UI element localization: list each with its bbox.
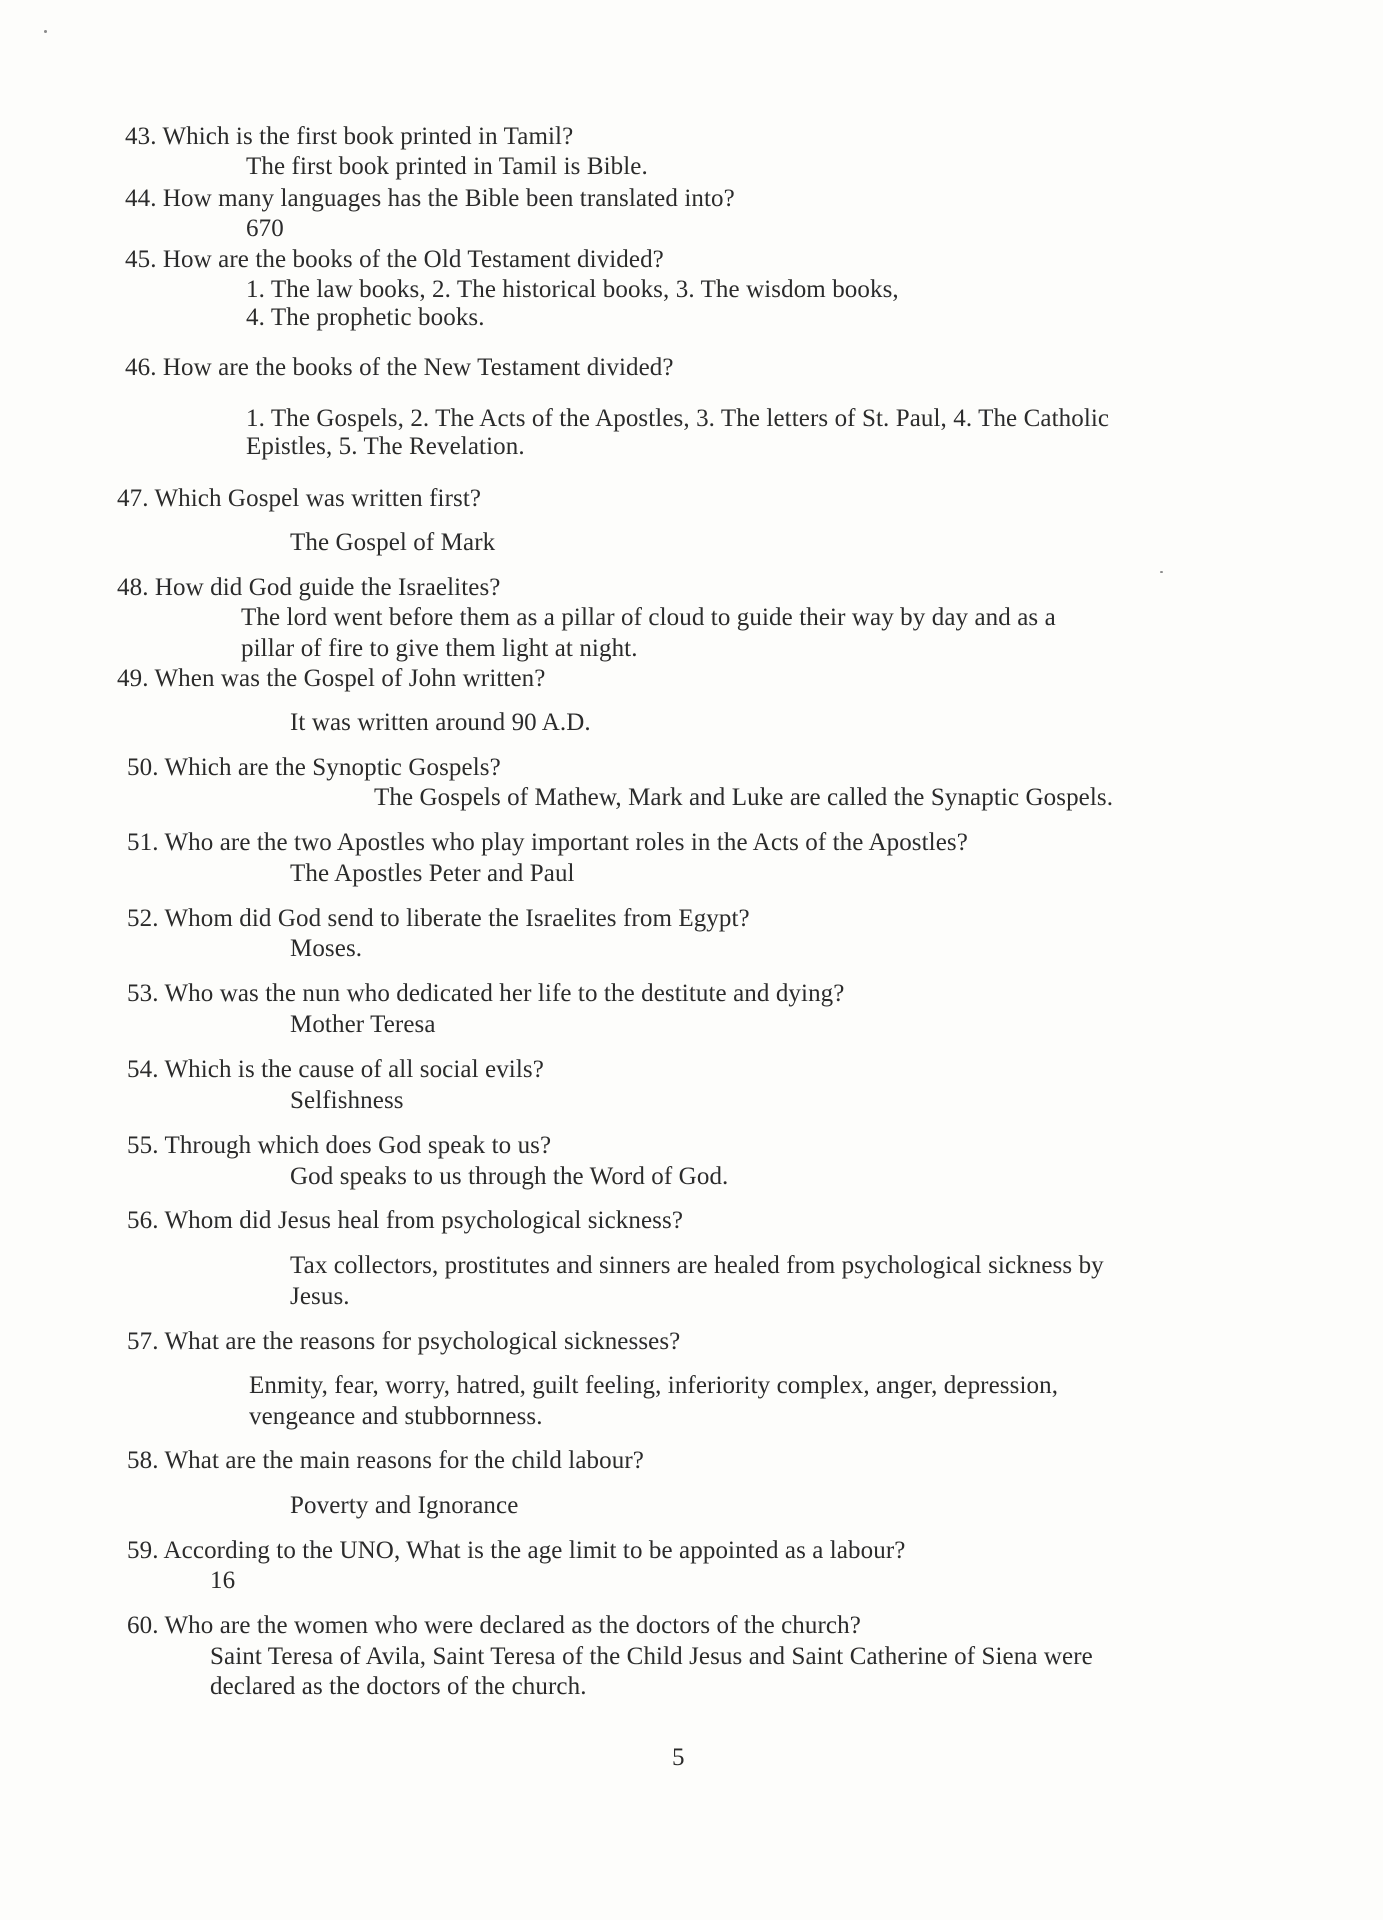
answer-59: 16 xyxy=(210,1567,236,1594)
answer-52: Moses. xyxy=(290,935,363,962)
question-60: 60. Who are the women who were declared as the doctors of the church? xyxy=(127,1612,861,1639)
answer-57-line-1: Enmity, fear, worry, hatred, guilt feeling, inferiority complex, anger, depression, xyxy=(249,1372,1059,1399)
question-53: 53. Who was the nun who dedicated her life to the destitute and dying? xyxy=(127,980,845,1007)
answer-56-line-2: Jesus. xyxy=(290,1283,350,1310)
question-48: 48. How did God guide the Israelites? xyxy=(117,574,501,601)
answer-48-line-1: The lord went before them as a pillar of cloud to guide their way by day and as a xyxy=(241,604,1056,631)
answer-54: Selfishness xyxy=(290,1087,404,1114)
question-45: 45. How are the books of the Old Testament divided? xyxy=(125,246,664,273)
answer-56-line-1: Tax collectors, prostitutes and sinners are healed from psychological sickness by xyxy=(290,1252,1104,1279)
question-56: 56. Whom did Jesus heal from psychological sickness? xyxy=(127,1207,684,1234)
question-57: 57. What are the reasons for psychological sicknesses? xyxy=(127,1328,681,1355)
question-55: 55. Through which does God speak to us? xyxy=(127,1132,552,1159)
question-46: 46. How are the books of the New Testament divided? xyxy=(125,354,674,381)
question-43: 43. Which is the first book printed in Tamil? xyxy=(125,123,574,150)
question-49: 49. When was the Gospel of John written? xyxy=(117,665,546,692)
question-50: 50. Which are the Synoptic Gospels? xyxy=(127,754,501,781)
question-47: 47. Which Gospel was written first? xyxy=(117,485,482,512)
answer-57-line-2: vengeance and stubbornness. xyxy=(249,1403,543,1430)
scan-speck xyxy=(1160,571,1163,573)
answer-47: The Gospel of Mark xyxy=(290,529,496,556)
answer-60-line-2: declared as the doctors of the church. xyxy=(210,1673,587,1700)
answer-49: It was written around 90 A.D. xyxy=(290,709,591,736)
answer-58: Poverty and Ignorance xyxy=(290,1492,519,1519)
question-44: 44. How many languages has the Bible been translated into? xyxy=(125,185,735,212)
question-59: 59. According to the UNO, What is the age limit to be appointed as a labour? xyxy=(127,1537,906,1564)
answer-53: Mother Teresa xyxy=(290,1011,436,1038)
answer-50: The Gospels of Mathew, Mark and Luke are called the Synaptic Gospels. xyxy=(374,784,1114,811)
answer-44: 670 xyxy=(246,215,284,242)
answer-43: The first book printed in Tamil is Bible. xyxy=(246,153,648,180)
scan-speck xyxy=(44,30,47,33)
answer-46-line-1: 1. The Gospels, 2. The Acts of the Apostles, 3. The letters of St. Paul, 4. The Catholic xyxy=(246,405,1110,432)
page-number: 5 xyxy=(672,1744,685,1771)
answer-45-line-2: 4. The prophetic books. xyxy=(246,304,485,331)
question-52: 52. Whom did God send to liberate the Israelites from Egypt? xyxy=(127,905,750,932)
answer-55: God speaks to us through the Word of God. xyxy=(290,1163,729,1190)
question-58: 58. What are the main reasons for the child labour? xyxy=(127,1447,644,1474)
answer-51: The Apostles Peter and Paul xyxy=(290,860,575,887)
answer-45-line-1: 1. The law books, 2. The historical books, 3. The wisdom books, xyxy=(246,276,899,303)
answer-60-line-1: Saint Teresa of Avila, Saint Teresa of the Child Jesus and Saint Catherine of Siena were xyxy=(210,1643,1093,1670)
answer-48-line-2: pillar of fire to give them light at night. xyxy=(241,635,638,662)
question-51: 51. Who are the two Apostles who play important roles in the Acts of the Apostles? xyxy=(127,829,968,856)
question-54: 54. Which is the cause of all social evils? xyxy=(127,1056,544,1083)
answer-46-line-2: Epistles, 5. The Revelation. xyxy=(246,433,525,460)
